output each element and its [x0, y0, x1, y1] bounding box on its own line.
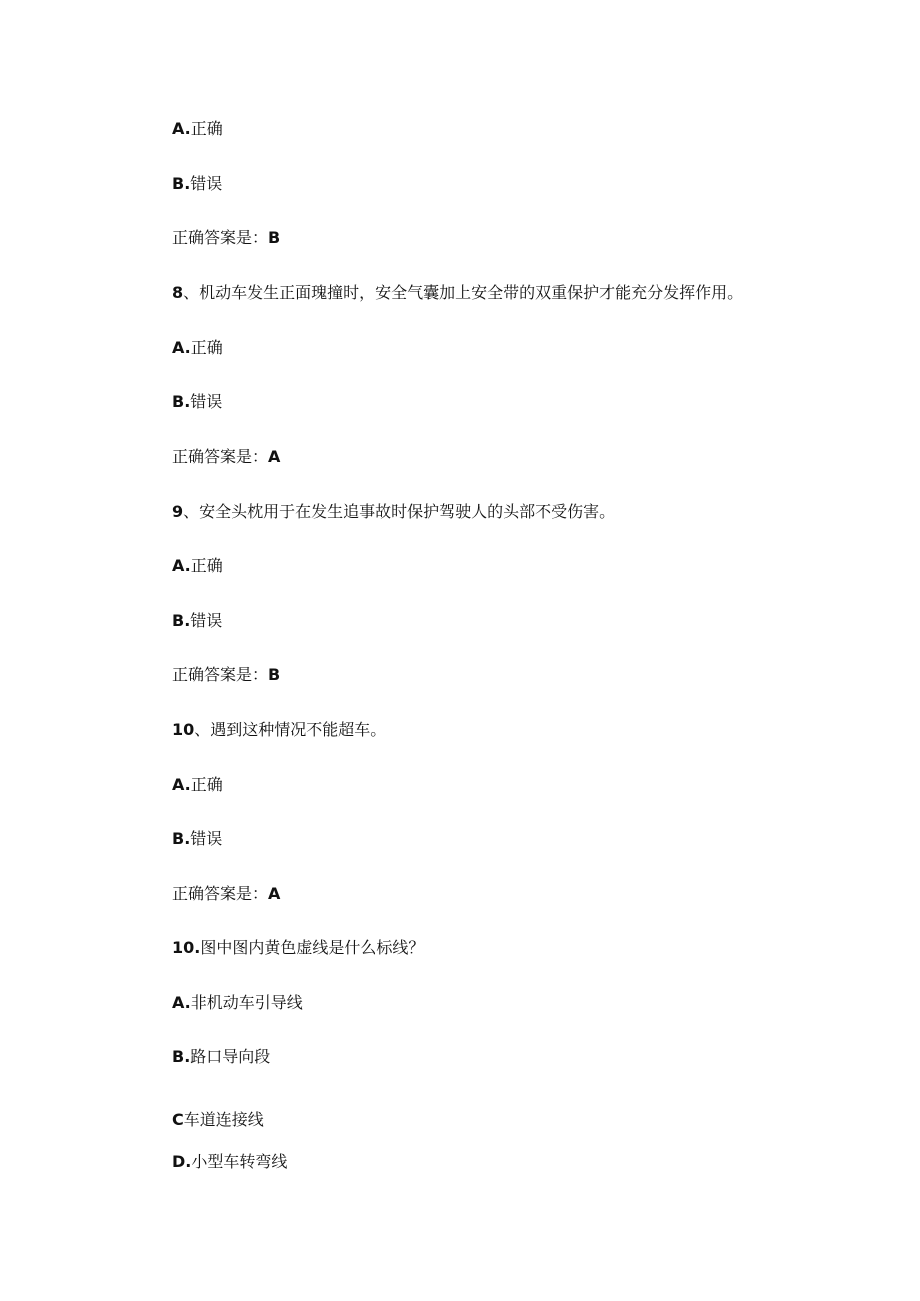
option-text: 正确	[190, 119, 223, 138]
option-letter: A.	[172, 775, 191, 794]
option-text: 路口导向段	[190, 1047, 271, 1066]
option-text: 正确	[190, 775, 223, 794]
answer-label: 正确答案是：	[172, 665, 269, 684]
option-letter: A.	[172, 993, 191, 1012]
q10b-option-d	[172, 1152, 287, 1172]
q10b-option-a	[172, 993, 303, 1013]
option-letter: D.	[172, 1152, 192, 1171]
q9-option-a	[172, 556, 223, 576]
q8-option-a	[172, 338, 223, 358]
question-number: 9	[172, 502, 184, 521]
option-text: 错误	[190, 392, 223, 411]
q7-answer	[172, 228, 280, 248]
answer-label: 正确答案是：	[172, 447, 269, 466]
question-text: 、机动车发生正面瑰撞时，安全气囊加上安全带的双重保护才能充分发挥作用。	[183, 283, 744, 302]
q8-question	[172, 283, 743, 303]
option-text: 正确	[190, 338, 223, 357]
answer-value: A	[268, 884, 281, 903]
q10-option-a	[172, 775, 223, 795]
option-text: 错误	[190, 611, 223, 630]
question-text: 、遇到这种情况不能超车。	[194, 720, 387, 739]
q10b-option-c	[172, 1110, 264, 1130]
option-letter: A.	[172, 338, 191, 357]
option-text: 错误	[190, 174, 223, 193]
question-text: 、安全头枕用于在发生追事故时保护驾驶人的头部不受伤害。	[183, 502, 616, 521]
option-text: 小型车转弯线	[191, 1152, 288, 1171]
option-letter: B.	[172, 174, 191, 193]
q8-option-b	[172, 392, 222, 412]
q7-option-a	[172, 119, 223, 139]
q7-option-b	[172, 174, 222, 194]
option-letter: B.	[172, 1047, 191, 1066]
option-letter: B.	[172, 829, 191, 848]
answer-label: 正确答案是：	[172, 884, 269, 903]
q9-answer	[172, 665, 280, 685]
q10b-question	[172, 938, 424, 958]
q10-option-b	[172, 829, 222, 849]
q10-answer	[172, 884, 280, 904]
question-number: 8	[172, 283, 184, 302]
option-letter: C	[172, 1110, 184, 1129]
q9-question	[172, 502, 615, 522]
option-letter: A.	[172, 119, 191, 138]
question-number: 10	[172, 720, 195, 739]
option-letter: B.	[172, 392, 191, 411]
option-text: 车道连接线	[183, 1110, 264, 1129]
option-letter: B.	[172, 611, 191, 630]
answer-label: 正确答案是：	[172, 228, 269, 247]
answer-value: B	[268, 665, 281, 684]
option-text: 错误	[190, 829, 223, 848]
answer-value: A	[268, 447, 281, 466]
q9-option-b	[172, 611, 222, 631]
answer-value: B	[268, 228, 281, 247]
q10-question	[172, 720, 386, 740]
option-text: 正确	[190, 556, 223, 575]
option-text: 非机动车引导线	[190, 993, 303, 1012]
option-letter: A.	[172, 556, 191, 575]
q10b-option-b	[172, 1047, 270, 1067]
question-text: 图中图内黄色虚线是什么标线？	[200, 938, 425, 957]
question-number: 10.	[172, 938, 201, 957]
q8-answer	[172, 447, 280, 467]
